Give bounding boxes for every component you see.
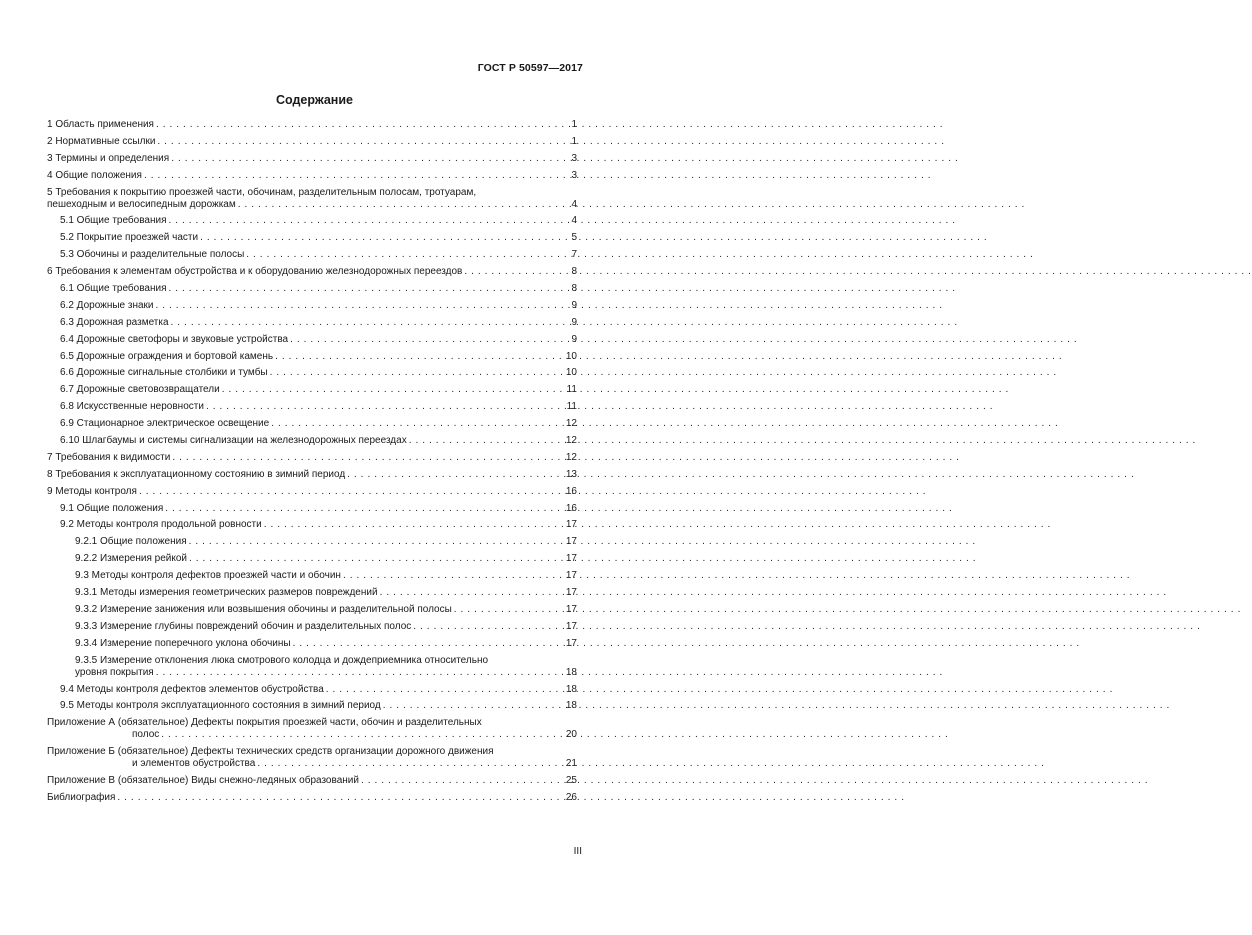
dot-leader [271,418,563,430]
toc-entry-title: 9.3.2 Измерение занижения или возвышения обочины и разделительной полосы [75,603,452,615]
toc-entry[interactable] [47,418,577,430]
dot-leader [290,334,563,346]
toc-entry-line [60,503,577,515]
toc-entry-title: 6.10 Шлагбаумы и системы сигнализации на железнодорожных переездах [60,435,407,447]
toc-entry-title: 9.1 Общие положения [60,502,164,514]
dot-leader [464,266,563,278]
dot-leader [380,587,563,599]
toc-entry-title: 6.6 Дорожные сигнальные столбики и тумбы [60,367,268,379]
toc-entry-page: 3 [571,152,577,164]
toc-entry[interactable] [47,215,577,227]
toc-entry-page: 12 [565,418,577,430]
toc-entry[interactable] [47,621,577,633]
toc-entry[interactable] [47,746,577,770]
toc-entry-title: 5.2 Покрытие проезжей части [60,232,199,244]
dot-leader [409,435,563,447]
toc-entry-line [75,570,577,582]
toc-entry-title: Библиография [47,791,116,803]
toc-entry-line [47,452,577,464]
toc-entry-title-start: Приложение Б (обязательное) Дефекты технических средств организации дорожного движения [47,746,494,758]
toc-entry-page: 11 [566,384,577,396]
toc-entry-line [47,153,577,165]
toc-entry-page: 10 [565,367,577,379]
toc-entry-title-start: 9.3.5 Измерение отклонения люка смотрового колодца и дождеприемника относительно [75,654,489,666]
toc-entry[interactable] [47,792,577,804]
toc-entry-line [47,729,577,741]
toc-entry-line [60,351,577,363]
toc-entry-title: уровня покрытия [75,666,154,678]
toc-entry-page: 17 [565,620,577,632]
dot-leader [206,401,563,413]
toc-entry-title: Приложение В (обязательное) Виды снежно-ледяных образований [47,775,359,787]
toc-entry[interactable] [47,187,577,211]
toc-entry-title: 9.5 Методы контроля эксплуатационного состояния в зимний период [60,700,381,712]
toc-entry-title: 6.9 Стационарное электрическое освещение [60,418,270,430]
dot-leader [165,503,563,515]
toc-entry-title: пешеходным и велосипедным дорожкам [47,198,236,210]
dot-leader [293,638,563,650]
dot-leader [264,519,563,531]
toc-entry[interactable] [47,452,577,464]
toc-entry-line [60,283,577,295]
toc-entry[interactable] [47,717,577,741]
toc-entry-title: 9.4 Методы контроля дефектов элементов обустройства [60,683,324,695]
dot-leader [275,351,563,363]
dot-leader [117,792,563,804]
toc-entry[interactable] [47,300,577,312]
toc-entry-title: 9.2.2 Измерения рейкой [75,553,187,565]
toc-entry[interactable] [47,232,577,244]
toc-entry[interactable] [47,700,577,712]
dot-leader [161,729,563,741]
toc-entry[interactable] [47,153,577,165]
toc-entry-line [60,401,577,413]
toc-entry-line [47,266,577,278]
toc-entry-title: 6.4 Дорожные светофоры и звуковые устройства [60,333,289,345]
toc-entry-page: 1 [571,119,577,130]
toc-entry-page: 8 [571,266,577,278]
toc-entry-line [60,249,577,261]
toc-entry[interactable] [47,638,577,650]
toc-entry[interactable] [47,351,577,363]
toc-entry-page: 4 [571,215,577,227]
toc-entry-first-line [47,717,577,729]
dot-leader [189,553,563,565]
toc-entry-page: 16 [565,485,577,497]
toc-entry-page: 17 [565,553,577,565]
page-number: III [573,846,582,857]
toc-entry-line [47,136,577,148]
dot-leader [171,317,563,329]
toc-entry[interactable] [47,486,577,498]
toc-entry-title: 9.3.3 Измерение глубины повреждений обочин и разделительных полос [75,620,412,632]
toc-entry-page: 17 [565,536,577,548]
toc-entry-page: 17 [565,570,577,582]
dot-leader [171,153,563,165]
toc-entry-line [60,367,577,379]
dot-leader [222,384,563,396]
toc-entry-title: 9.3.4 Измерение поперечного уклона обочины [75,637,291,649]
toc-entry-line [60,334,577,346]
toc-entry-line [60,418,577,430]
toc-entry-line [60,384,577,396]
dot-leader [238,199,563,211]
dot-leader [156,300,563,312]
dot-leader [144,170,563,182]
dot-leader [383,700,563,712]
toc-entry-line [60,232,577,244]
toc-entry-page: 25 [565,775,577,787]
toc-entry-title: 6.5 Дорожные ограждения и бортовой камень [60,350,274,362]
toc-entry-line [75,667,577,679]
dot-leader [326,684,563,696]
dot-leader [270,367,563,379]
toc-entry-title: 8 Требования к эксплуатационному состоянию в зимний период [47,468,346,480]
toc-entry-first-line [47,746,577,758]
toc-entry[interactable] [47,384,577,396]
toc-entry-page: 20 [565,729,577,741]
dot-leader [169,283,563,295]
toc-entry-line [47,758,577,770]
toc-entry-title: 1 Область применения [47,119,154,130]
toc-entry-page: 9 [571,333,577,345]
toc-entry[interactable] [47,435,577,447]
toc-entry-page: 3 [571,169,577,181]
dot-leader [413,621,563,633]
toc-entry-line [47,199,577,211]
toc-entry-page: 13 [565,468,577,480]
dot-leader [257,758,563,770]
toc-entry-line [60,300,577,312]
toc-entry-title: 9 Методы контроля [47,485,137,497]
toc-entry-line [60,684,577,696]
toc-entry-title: 9.2 Методы контроля продольной ровности [60,519,262,531]
toc-entry-page: 26 [565,791,577,803]
toc-entry-line [60,215,577,227]
toc-entry-line [60,317,577,329]
toc-entry-page: 12 [565,451,577,463]
toc-entry-page: 8 [571,283,577,295]
dot-leader [343,570,563,582]
toc-entry-first-line [47,187,577,199]
dot-leader [172,452,563,464]
table-of-contents [47,119,577,809]
toc-entry[interactable] [47,136,577,148]
toc-entry[interactable] [47,170,577,182]
toc-entry-line [47,119,577,131]
toc-entry-title: 4 Общие положения [47,169,142,181]
toc-entry-line [75,621,577,633]
toc-entry-page: 18 [565,683,577,695]
toc-entry-first-line [75,655,577,667]
toc-entry[interactable] [47,367,577,379]
toc-entry-title: 5.3 Обочины и разделительные полосы [60,249,245,261]
toc-entry-page: 17 [565,587,577,599]
dot-leader [200,232,563,244]
toc-entry[interactable] [47,775,577,787]
dot-leader [157,136,563,148]
toc-entry[interactable] [47,469,577,481]
toc-entry-line [75,536,577,548]
toc-entry-title: 6 Требования к элементам обустройства и к оборудованию железнодорожных переездов [47,266,463,278]
toc-entry-line [60,519,577,531]
dot-leader [189,536,563,548]
toc-entry-page: 7 [571,249,577,261]
toc-entry-page: 9 [571,316,577,328]
toc-entry-line [75,587,577,599]
toc-entry-page: 21 [565,758,577,770]
dot-leader [169,215,563,227]
toc-entry-title: 9.2.1 Общие положения [75,536,187,548]
document-code: ГОСТ Р 50597—2017 [477,62,583,74]
toc-entry[interactable] [47,519,577,531]
toc-entry-line [75,604,577,616]
toc-entry[interactable] [47,266,577,278]
toc-entry-title: 7 Требования к видимости [47,451,171,463]
toc-entry-line [47,775,577,787]
toc-entry-page: 11 [566,401,577,413]
toc-entry-title: 3 Термины и определения [47,152,170,164]
dot-leader [361,775,563,787]
toc-entry-page: 4 [571,198,577,210]
toc-entry[interactable] [47,553,577,565]
toc-entry-line [60,700,577,712]
toc-entry-line [47,792,577,804]
toc-entry-title: 9.3.1 Методы измерения геометрических размеров повреждений [75,587,378,599]
toc-entry-title: 9.3 Методы контроля дефектов проезжей части и обочин [75,570,341,582]
toc-entry-title: 6.3 Дорожная разметка [60,316,169,328]
toc-entry[interactable] [47,334,577,346]
toc-entry-line [47,469,577,481]
toc-entry-title: 6.7 Дорожные световозвращатели [60,384,220,396]
toc-entry-line [75,553,577,565]
toc-entry-title: 5.1 Общие требования [60,215,167,227]
toc-entry-page: 12 [565,435,577,447]
toc-entry-page: 17 [565,637,577,649]
toc-entry[interactable] [47,249,577,261]
toc-entry[interactable] [47,536,577,548]
toc-entry-title: 6.8 Искусственные неровности [60,401,204,413]
toc-entry-line [60,435,577,447]
toc-entry-title: полос [132,729,160,741]
toc-entry-page: 1 [571,135,577,147]
toc-entry-page: 18 [565,700,577,712]
toc-entry[interactable] [47,283,577,295]
toc-entry[interactable] [47,503,577,515]
toc-entry[interactable] [47,604,577,616]
toc-entry-title-start: Приложение А (обязательное) Дефекты покрытия проезжей части, обочин и разделительных [47,717,482,729]
toc-entry-page: 5 [571,232,577,244]
toc-entry-page: 9 [571,299,577,311]
toc-entry-page: 18 [565,666,577,678]
dot-leader [347,469,563,481]
toc-entry[interactable] [47,684,577,696]
toc-entry[interactable] [47,655,577,679]
dot-leader [246,249,563,261]
toc-entry[interactable] [47,587,577,599]
toc-entry-page: 17 [565,603,577,615]
toc-entry[interactable] [47,570,577,582]
dot-leader [156,667,563,679]
toc-entry-page: 17 [565,519,577,531]
dot-leader [454,604,563,616]
toc-entry[interactable] [47,317,577,329]
dot-leader [156,119,563,131]
toc-entry-line [47,170,577,182]
dot-leader [139,486,563,498]
toc-entry[interactable] [47,401,577,413]
toc-entry-line [47,486,577,498]
toc-entry-page: 10 [565,350,577,362]
toc-entry-title-start: 5 Требования к покрытию проезжей части, обочинам, разделительным полосам, тротуарам, [47,186,477,198]
toc-entry-page: 16 [565,502,577,514]
toc-entry-title: 2 Нормативные ссылки [47,135,156,147]
toc-entry-title: и элементов обустройства [132,758,256,770]
toc-entry-title: 6.2 Дорожные знаки [60,299,154,311]
toc-entry-title: 6.1 Общие требования [60,283,167,295]
toc-entry[interactable] [47,119,577,131]
toc-title: Содержание [275,93,353,107]
toc-entry-line [75,638,577,650]
